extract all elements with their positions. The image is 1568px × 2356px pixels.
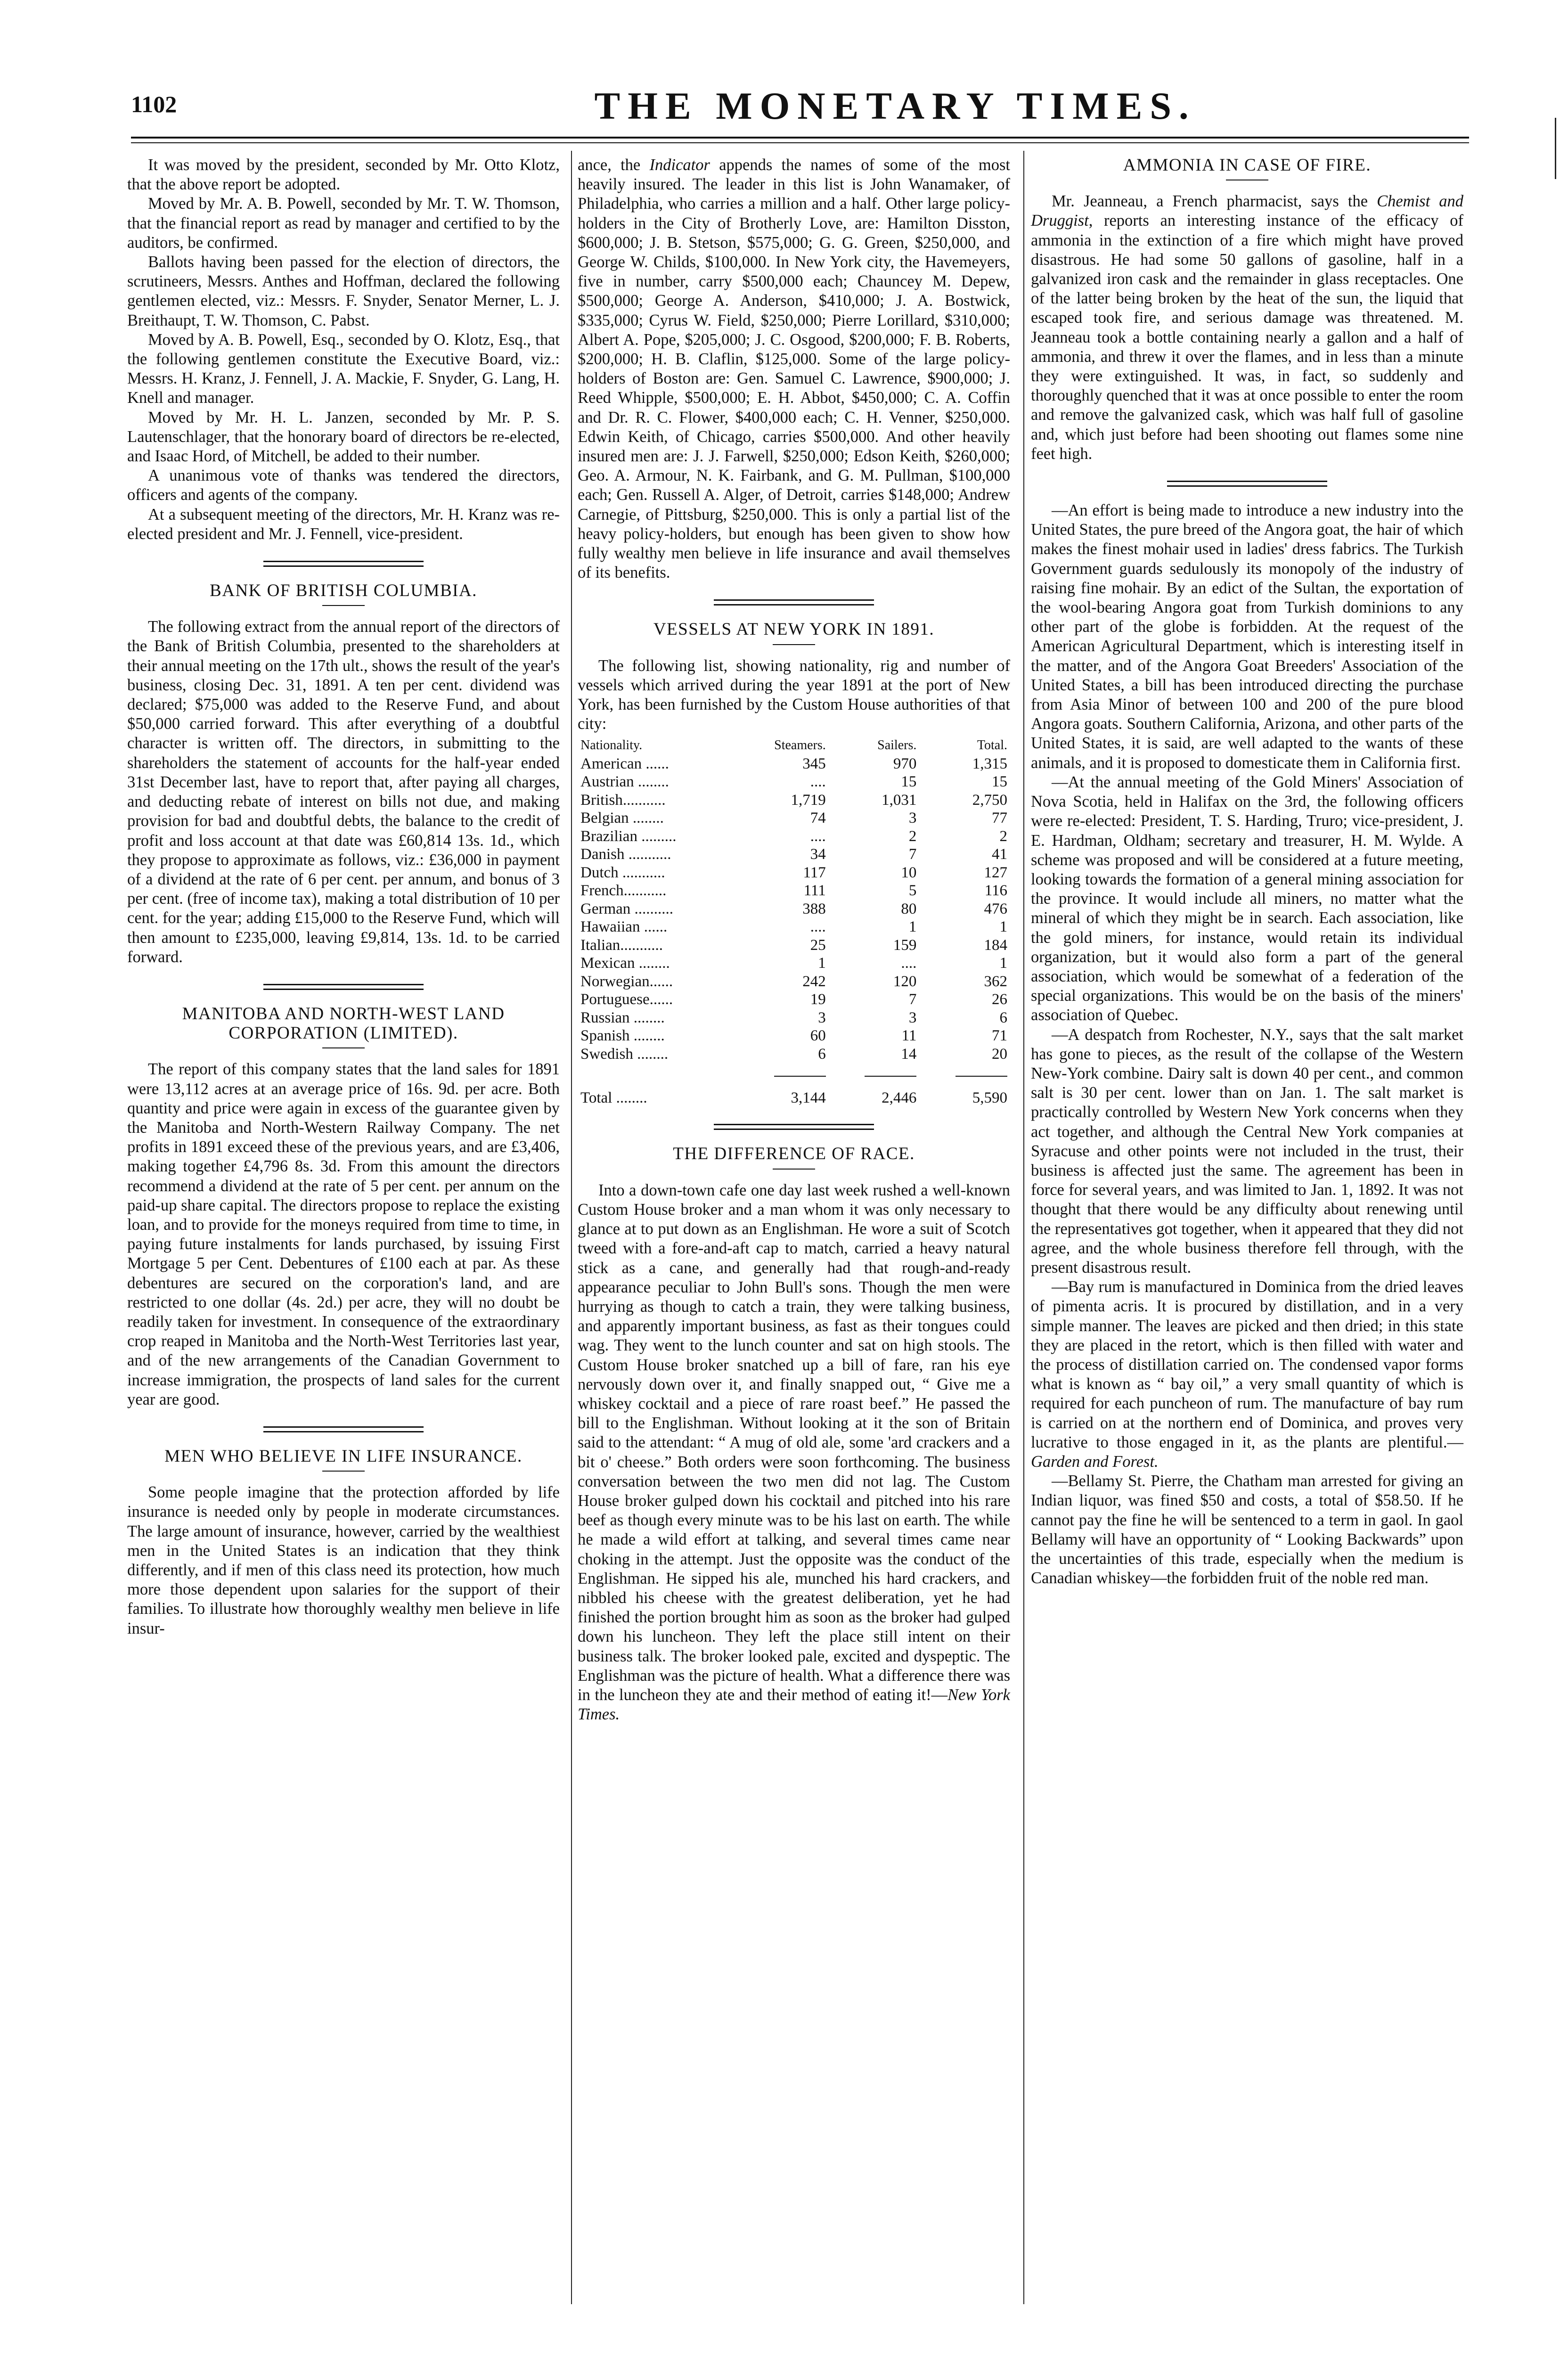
table-cell: 19 — [810, 991, 826, 1008]
source-credit: Garden and Forest. — [1031, 1453, 1159, 1471]
sum-rule-cell — [919, 1063, 1010, 1081]
column-header: Total. — [977, 738, 1007, 753]
paragraph: Ballots having been passed for the election of directors, the scrutineers, Messrs. Anthes and Hoffman, declared the following gentlemen elected, viz.: Messrs. F. Snyder, Senator Merner, L. J. Breithaupt, T. W. Thomson, C. Pabst. — [127, 253, 560, 329]
table-cell: Dutch ........... — [580, 864, 665, 881]
paragraph: At a subsequent meeting of the directors, Mr. H. Kranz was re-elected president and Mr. J. Fennell, vice-president. — [127, 505, 560, 543]
table-row — [578, 918, 1010, 936]
section-rule — [263, 984, 424, 990]
table-cell: 6 — [999, 1009, 1007, 1026]
table-cell: 7 — [908, 991, 917, 1008]
masthead-rule — [131, 137, 1469, 143]
table-row — [578, 973, 1010, 991]
table-cell: Austrian ........ — [580, 773, 669, 791]
news-item: —Bellamy St. Pierre, the Chatham man arrested for giving an Indian liquor, was fined $50 and costs, a total of $58.50. If he cannot pay the fine he will be sentenced to a term in gaol. In gaol Bellamy will have an opportunity of “ Looking Backwards” upon the uncertainties of this trade, especially when the medium is Canadian whiskey—the forbidden fruit of the noble red man. — [1031, 1472, 1463, 1587]
table-cell: 1 — [908, 918, 917, 936]
table-cell: 970 — [893, 755, 917, 772]
sum-rule — [956, 1076, 1007, 1077]
sum-rule-cell — [578, 1063, 738, 1081]
page-number: 1102 — [131, 91, 177, 117]
column-divider-1 — [571, 151, 572, 2304]
table-cell: 1 — [818, 955, 826, 972]
table-cell: 41 — [992, 846, 1007, 863]
section-rule — [714, 599, 874, 605]
section-heading-ammonia: AMMONIA IN CASE OF FIRE. — [1123, 155, 1372, 175]
table-cell: Norwegian...... — [580, 973, 673, 990]
table-total-row — [578, 1081, 1010, 1107]
section-heading-vessels: VESSELS AT NEW YORK IN 1891. — [653, 620, 935, 639]
sum-rule-row — [578, 1063, 1010, 1081]
section-heading-race: THE DIFFERENCE OF RACE. — [673, 1144, 915, 1164]
table-cell: Brazilian ......... — [580, 827, 677, 845]
table-row — [578, 773, 1010, 791]
table-cell: 80 — [901, 900, 917, 917]
text-run: , reports an interesting instance of the efficacy of ammonia in the extinction of a fire which might have proved disastrous. He had some 50 gallons of gasoline, half in a galvanized iron cask and the remainder in glass receptacles. One of the latter being broken by the heat of the sun, the liquid that escaped took fire, and serious damage was threatened. M. Jeanneau took a bottle containing nearly a gallon and a half of ammonia, and threw it over the flames, and in less than a minute they were extinguished. It was, in fact, so suddenly and thoroughly quenched that it was at once possible to enter the room and remove the galvanized cask, which was half full of gasoline and, which just before had been shooting out flames some nine feet high. — [1031, 212, 1463, 463]
table-cell: 1,315 — [972, 755, 1007, 772]
news-item — [1031, 1277, 1463, 1472]
table-cell: 184 — [984, 936, 1007, 954]
table-cell: 1 — [999, 918, 1007, 936]
table-cell: 388 — [802, 900, 826, 917]
table-cell: 26 — [992, 991, 1007, 1008]
table-cell: .... — [810, 827, 826, 845]
table-cell: .... — [810, 918, 826, 936]
table-cell: Swedish ........ — [580, 1045, 669, 1063]
table-cell: 362 — [984, 973, 1007, 990]
table-cell: 476 — [984, 900, 1007, 917]
table-cell: 71 — [992, 1027, 1007, 1045]
table-cell: 5 — [908, 882, 917, 900]
text-run: —Bay rum is manufactured in Dominica from the dried leaves of pimenta acris. It is procured by distillation, and in a very simple manner. The leaves are picked and then dried; in this state they are placed in the retort, which is then filled with water and the process of distillation carried on. The condensed vapor forms what is known as “ bay oil,” a very small quantity of which is required for each puncheon of rum. The manufacture of bay rum is carried on at the northern end of Dominica, and proves very lucrative to those engaged in it, as the plants are plentiful.— — [1031, 1278, 1463, 1451]
text-run: Mr. Jeanneau, a French pharmacist, says the — [1052, 192, 1377, 211]
table-cell: 2 — [908, 827, 917, 845]
table-cell: 3 — [908, 1009, 917, 1026]
table-cell: 7 — [908, 846, 917, 863]
section-rule — [263, 561, 424, 567]
news-item: —An effort is being made to introduce a new industry into the United States, the pure breed of the Angora goat, the hair of which makes the finest mohair used in ladies' dress fabrics. The Turkish Government guards sedulously its monopoly of the industry of raising fine mohair. By an edict of the Sultan, the exportation of the wool-bearing Angora goat from Turkish dominions to any other part of the globe is forbidden. At the request of the American Agricultural Department, which is interesting itself in the matter, and of the Angora Goat Breeders' Association of the United States, a bill has been introduced directing the purchase from Asia Minor of between 100 and 200 of the pure blood Angora goats. Southern California, Arizona, and other parts of the United States, it is said, are well adapted to the wants of these animals, and it is proposed to domesticate them in California first. — [1031, 501, 1463, 772]
article-text: The report of this company states that the land sales for 1891 were 13,112 acres at an average price of 16s. 9d. per acre. Both quantity and price were again in excess of the guarantee given by the Manitoba and North-Western Railway Company. The net profits in 1891 exceed these of the previous years, and are £3,406, making together £4,796 8s. 3d. From this amount the directors recommend a dividend at the rate of 5 per cent. per annum on the paid-up share capital. The directors propose to replace the existing loan, and to provide for the moneys required from time to time, in paying future instalments for lands purchased, by issuing First Mortgage 5 per Cent. Debentures of £100 each at par. As these debentures are secured on the corporation's land, and are restricted to one dollar (4s. 2d.) per acre, they will no doubt be readily taken for investment. In consequence of the extraordinary crop reaped in Manitoba and the North-West Territories last year, and of the new arrangements of the Canadian Government to increase immigration, the prospects of land sales for the current year are good. — [127, 1060, 560, 1408]
table-row — [578, 990, 1010, 1009]
paragraph: Moved by Mr. A. B. Powell, seconded by Mr. T. W. Thomson, that the financial report as read by manager and certified to by the auditors, be confirmed. — [127, 195, 560, 252]
table-cell: 127 — [984, 864, 1007, 881]
column-1 — [127, 155, 560, 1638]
sum-rule-cell — [738, 1063, 829, 1081]
paragraph: A unanimous vote of thanks was tendered the directors, officers and agents of the company. — [127, 466, 560, 504]
table-row — [578, 900, 1010, 918]
sum-rule — [865, 1076, 916, 1077]
masthead-title: THE MONETARY TIMES. — [594, 84, 1196, 127]
table-cell: American ...... — [580, 755, 669, 772]
heading-rule — [322, 1047, 365, 1048]
table-cell: 11 — [901, 1027, 917, 1045]
section-rule — [714, 1124, 874, 1130]
section-rule — [263, 1426, 424, 1432]
table-cell: 34 — [810, 846, 826, 863]
article-text — [578, 1181, 1010, 1725]
table-cell: 15 — [992, 773, 1007, 791]
table-row — [578, 954, 1010, 973]
table-cell: Mexican ........ — [580, 955, 670, 972]
table-cell: Italian........... — [580, 936, 663, 954]
news-item: —At the annual meeting of the Gold Miners' Association of Nova Scotia, held in Halifax on the 3rd, the following officers were re-elected: President, T. S. Harding, Truro; vice-president, J. E. Hardman, Oldham; secretary and treasurer, H. M. Wylde. A scheme was proposed and will be considered at a future meeting, looking towards the formation of a general mining association for the province. It would include all miners, no matter what the mineral of which they might be in search. Each association, like the gold miners, for instance, would retain its individual organization, but it would also form a part of the general association, which would be somewhat of a federation of the special organizations. This would be on the basis of the miners' association of Quebec. — [1031, 773, 1463, 1024]
article-text: The following list, showing nationality, rig and number of vessels which arrived during the year 1891 at the port of New York, has been furnished by the Custom House authorities of that city: — [578, 656, 1010, 733]
table-cell: 1 — [999, 955, 1007, 972]
table-cell: 242 — [802, 973, 826, 990]
text-run: ance, the — [578, 156, 650, 174]
table-cell: 6 — [818, 1045, 826, 1063]
paragraph: Moved by Mr. H. L. Janzen, seconded by Mr. P. S. Lautenschlager, that the honorary board of directors be re-elected, and Isaac Hord, of Mitchell, be added to their number. — [127, 408, 560, 466]
publication-name: Indicator — [649, 156, 710, 174]
section-rule — [1167, 481, 1327, 487]
table-row — [578, 827, 1010, 846]
table-cell: Danish ........... — [580, 846, 671, 863]
table-row — [578, 864, 1010, 882]
table-cell: 111 — [803, 882, 826, 900]
table-cell: 10 — [901, 864, 917, 881]
heading-rule — [773, 644, 815, 645]
column-header: Steamers. — [774, 738, 826, 753]
table-header-row — [578, 736, 1010, 755]
heading-rule — [322, 605, 365, 606]
heading-rule — [322, 1471, 365, 1472]
table-row — [578, 936, 1010, 955]
table-cell: 2,750 — [972, 791, 1007, 809]
table-cell: Hawaiian ...... — [580, 918, 668, 936]
section-heading-manitoba: MANITOBA AND NORTH-WEST LAND CORPORATION (LIMITED). — [182, 1004, 505, 1043]
table-cell: 2 — [999, 827, 1007, 845]
table-cell: 345 — [802, 755, 826, 772]
text-run: appends the names of some of the most heavily insured. The leader in this list is John Wanamaker, of Philadelphia, who carries a million and a half. Other large policy-holders in the City of Brotherly Love, are: Hamilton Disston, $600,000; J. B. Stetson, $575,000; G. G. Green, $250,000, and George W. Childs, $100,000. In New York city, the Havemeyers, five in number, carry $500,000 each; Chauncey M. Depew, $500,000; George A. Anderson, $410,000; J. A. Bostwick, $335,000; Cyrus W. Field, $250,000; Pierre Lorillard, $310,000; Albert A. Pope, $205,000; J. C. Osgood, $200,000; F. B. Roberts, $200,000; H. B. Claflin, $125,000. Some of the large policy-holders of Boston are: Gen. Samuel C. Lawrence, $900,000; J. Reed Whipple, $500,000; E. H. Abbot, $450,000; C. A. Coffin and Dr. R. C. Flower, $400,000 each; C. H. Venner, $250,000. Edwin Keith, of Chicago, carries $500,000. And other heavily insured men are: J. J. Farwell, $250,000; Edson Keith, $260,000; Geo. A. Armour, N. K. Fairbank, and G. M. Pullman, $100,000 each; Gen. Russell A. Alger, of Detroit, carries $148,000; Andrew Carnegie, of Pittsburg, $250,000. This is only a partial list of the heavy policy-holders, but enough has been given to show how fully wealthy men believe in life insurance and avail themselves of its benefits. — [578, 156, 1010, 582]
table-cell: Total ........ — [580, 1089, 647, 1106]
table-cell: Portuguese...... — [580, 991, 673, 1008]
table-cell: 74 — [810, 810, 826, 827]
table-cell: 3 — [818, 1009, 826, 1026]
table-row — [578, 845, 1010, 864]
sum-rule-cell — [829, 1063, 920, 1081]
table-cell: Belgian ........ — [580, 810, 664, 827]
table-row — [578, 1009, 1010, 1027]
table-cell: French........... — [580, 882, 667, 900]
vessels-table-body — [578, 755, 1010, 1107]
table-cell: British........... — [580, 791, 666, 809]
table-cell: 159 — [893, 936, 917, 954]
article-text: Some people imagine that the protection afforded by life insurance is needed only by people in moderate circumstances. The large amount of insurance, however, carried by the wealthiest men in the United States is an indication that they think differently, and if men of this class need its protection, how much more those dependent upon salaries for the support of their families. To illustrate how thoroughly wealthy men believe in life insur- — [127, 1483, 560, 1637]
column-2 — [578, 155, 1010, 1724]
table-cell: .... — [810, 773, 826, 791]
table-cell: 15 — [901, 773, 917, 791]
section-heading-insurance: MEN WHO BELIEVE IN LIFE INSURANCE. — [164, 1446, 523, 1466]
table-cell: 3 — [908, 810, 917, 827]
table-cell: 60 — [810, 1027, 826, 1045]
news-item: —A despatch from Rochester, N.Y., says that the salt market has gone to pieces, as the result of the collapse of the Western New-York combine. Dairy salt is down 40 per cent., and common salt is 30 per cent. lower than on Jan. 1. The salt market is practically controlled by Western New York concerns when they act together, and although the Central New York companies at Syracuse and other points were not included in the trust, their business is affected just the same. The agreement has been in force for several years, and was limited to Jan. 1, 1892. It was not thought that there would be any difficulty about renewing until the representatives got together, when it appeared that they did not agree, and the whole business therefore fell through, with the present disastrous result. — [1031, 1025, 1463, 1276]
paragraph: Moved by A. B. Powell, Esq., seconded by O. Klotz, Esq., that the following gentlemen constitute the Executive Board, viz.: Messrs. H. Kranz, J. Fennell, J. A. Mackie, F. Snyder, G. Lang, H. Knell and manager. — [127, 330, 560, 407]
table-cell: Spanish ........ — [580, 1027, 665, 1045]
paragraph: It was moved by the president, seconded by Mr. Otto Klotz, that the above report be adopted. — [127, 156, 560, 194]
article-text-continued — [578, 155, 1010, 582]
table-cell: 116 — [984, 882, 1007, 900]
table-cell: Russian ........ — [580, 1009, 665, 1026]
table-row — [578, 809, 1010, 827]
table-cell: 1,031 — [882, 791, 917, 809]
table-cell: .... — [901, 955, 917, 972]
table-row — [578, 791, 1010, 810]
text-run: Into a down-town cafe one day last week rushed a well-known Custom House broker and a man whom it was only necessary to glance at to put down as an Englishman. He wore a suit of Scotch tweed with a fore-and-aft cap to match, carried a heavy natural stick as a cane, and generally had that rough-and-ready appearance peculiar to John Bull's sons. Though the men were hurrying as though to catch a train, they were talking business, and apparently important business, as fast as their tongues could wag. They went to the lunch counter and sat on high stools. The Custom House broker snatched up a bill of fare, ran his eye nervously down over it, and finally snapped out, “ Give me a whiskey cocktail and a piece of rare roast beef.” He passed the bill to the Englishman. Without looking at it the son of Britain said to the attendant: “ A mug of old ale, some 'ard crackers and a bit o' cheese.” Both orders were soon forthcoming. The business conversation between the two men did not lag. The Custom House broker gulped down his cocktail and pitched into his rare beef as though every minute was to be his last on earth. The while he made a wild effort at talking, and several times came near choking in the attempt. Just the opposite was the conduct of the Englishman. He sipped his ale, munched his hard crackers, and nibbled his cheese with the greatest deliberation, yet he had finished the portion brought him as soon as the broker had gulped down his luncheon. They left the place still intent on their business talk. The broker looked pale, excited and dyspeptic. The Englishman was the picture of health. What a difference there was in the luncheon they ate and their method of eating it!— — [578, 1181, 1010, 1704]
table-row — [578, 882, 1010, 900]
publication-name: Chemist and Druggist — [1031, 192, 1463, 230]
table-cell: 5,590 — [972, 1089, 1007, 1106]
table-cell: 25 — [810, 936, 826, 954]
table-cell: 2,446 — [882, 1089, 917, 1106]
table-cell: 117 — [803, 864, 826, 881]
article-text: The following extract from the annual report of the directors of the Bank of British Columbia, presented to the shareholders at their annual meeting on the 17th ult., shows the result of the year's business, closing Dec. 31, 1891. A ten per cent. dividend was declared; $75,000 was added to the Reserve Fund, and about $50,000 carried forward. This after everything of a doubtful character is written off. The directors, in submitting to the shareholders the statement of accounts for the half-year ended 31st December last, have to report that, after paying all charges, and deducting rebate of interest on bills not due, and making provision for bad and doubtful debts, the balance to the credit of profit and loss account at that date was £60,814 13s. 1d., which they propose to approximate as follows, viz.: £36,000 in payment of a dividend at the rate of 6 per cent. per annum, and bonus of 3 per cent. (free of income tax), making a total distribution of 10 per cent. for the year; adding £15,000 to the Reserve Fund, which will then amount to £235,000, leaving £9,814, 13s. 1d. to be carried forward. — [127, 618, 560, 966]
article-text — [1031, 192, 1463, 464]
table-cell: 3,144 — [791, 1089, 826, 1106]
table-cell: 120 — [893, 973, 917, 990]
column-header: Sailers. — [877, 738, 917, 753]
column-3 — [1031, 155, 1463, 1588]
table-cell: 14 — [901, 1045, 917, 1063]
column-header: Nationality. — [580, 738, 643, 753]
table-row — [578, 755, 1010, 773]
vessels-table — [578, 736, 1010, 1107]
table-cell: 20 — [992, 1045, 1007, 1063]
table-row — [578, 1045, 1010, 1063]
table-cell: German .......... — [580, 900, 674, 917]
column-divider-2 — [1023, 151, 1024, 2304]
source-credit: New York Times. — [578, 1685, 1010, 1724]
table-cell: 77 — [992, 810, 1007, 827]
heading-rule — [773, 1169, 815, 1170]
table-row — [578, 1027, 1010, 1045]
section-heading-bank: BANK OF BRITISH COLUMBIA. — [210, 581, 477, 601]
sum-rule — [774, 1076, 826, 1077]
page-edge-mark — [1555, 118, 1556, 179]
table-cell: 1,719 — [791, 791, 826, 809]
